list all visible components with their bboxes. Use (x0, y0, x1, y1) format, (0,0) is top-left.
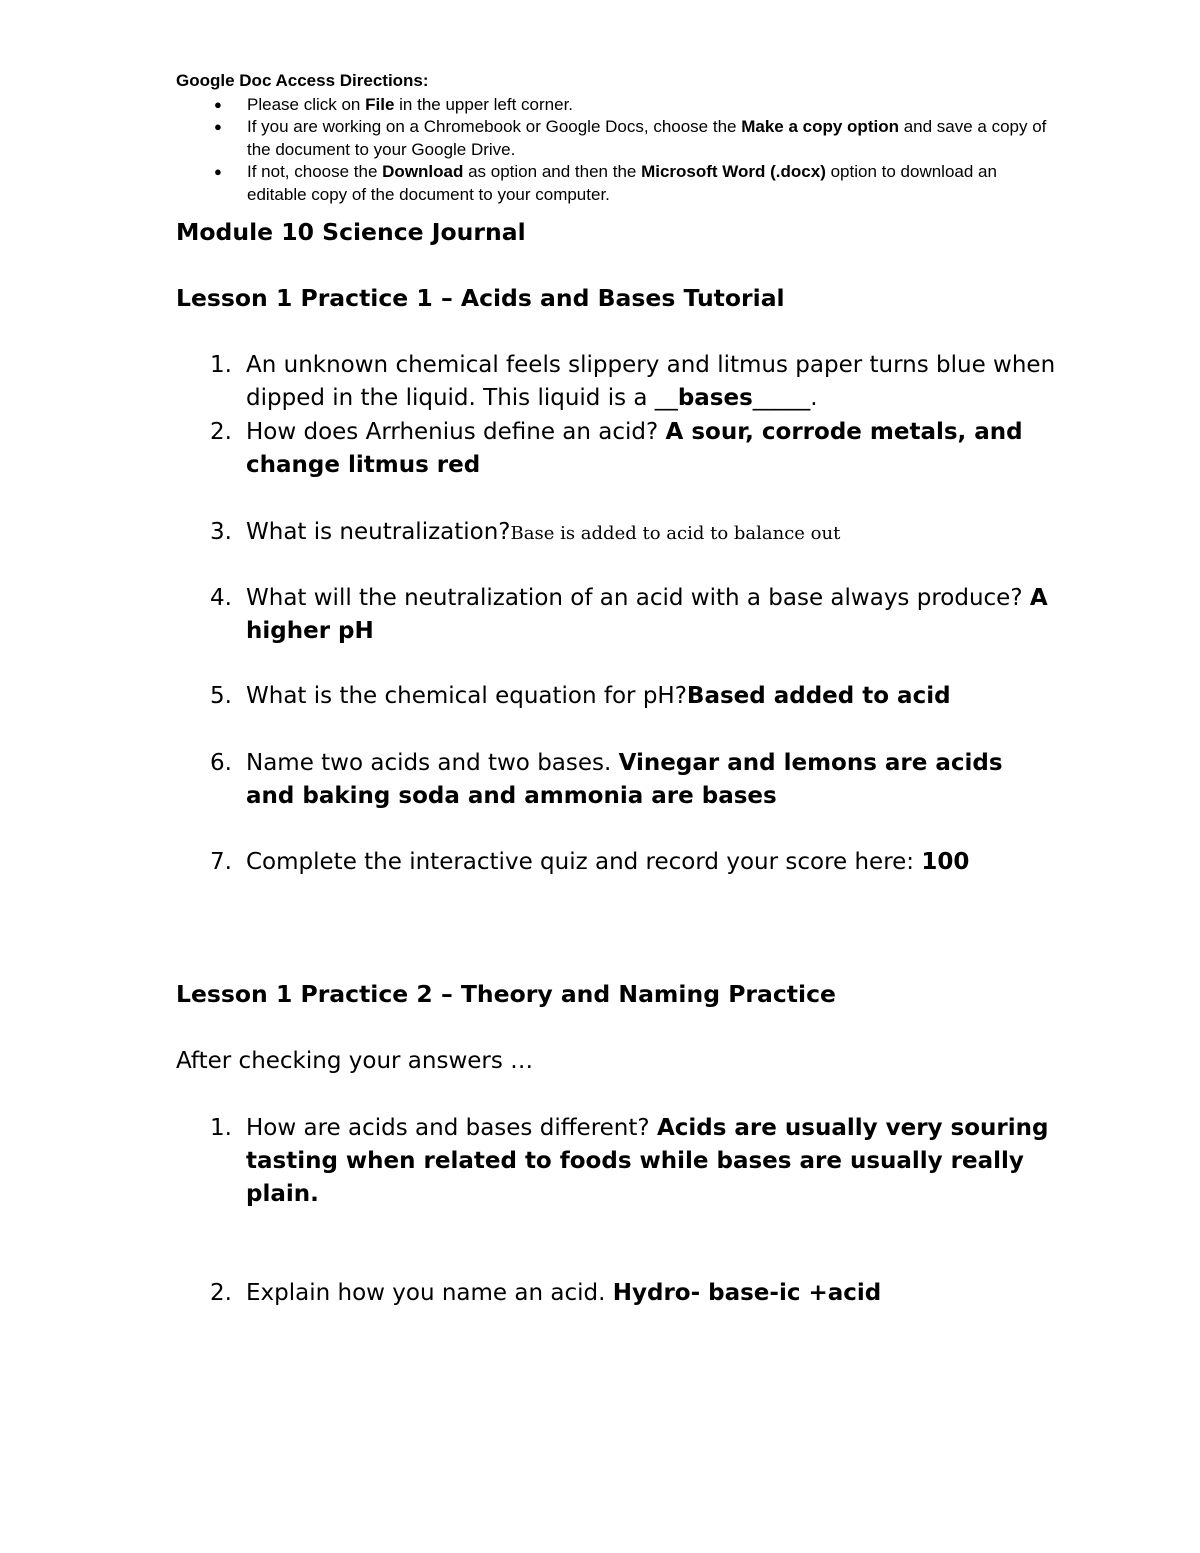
question-body (176, 1277, 1056, 1310)
directions-text: and save a copy of the document to your Google Drive. (247, 117, 1047, 159)
module-title: Module 10 Science Journal (176, 218, 526, 246)
answer-text: A sour, corrode metals, and change litmus red (246, 419, 1023, 478)
practice2-intro: After checking your answers … (176, 1048, 534, 1074)
question-item (176, 1277, 1056, 1310)
question-text: How are acids and bases different? (246, 1115, 657, 1141)
bullet-icon: ● (214, 119, 222, 134)
directions-text: Please click on (247, 94, 366, 114)
bullet-icon: ● (214, 96, 222, 112)
question-number: 6. (210, 750, 232, 776)
answer-text: A higher pH (246, 585, 1048, 644)
directions-item (176, 161, 1056, 206)
question-text: How does Arrhenius define an acid? (246, 419, 666, 445)
directions-text: as option and then the (463, 162, 642, 181)
answer-text: Acids are usually very souring tasting when related to foods while bases are usually really plain. (246, 1115, 1049, 1207)
question-body (176, 747, 1056, 813)
question-number: 2. (210, 419, 232, 445)
question-number: 5. (210, 683, 232, 709)
question-text: Complete the interactive quiz and record your score here: (246, 849, 922, 875)
question-text: What is the chemical equation for pH? (246, 683, 687, 709)
question-item (176, 416, 1056, 482)
answer-text: Base is added to acid to balance out (510, 523, 841, 544)
question-item (176, 1112, 1056, 1211)
answer-text: Based added to acid (686, 683, 951, 709)
question-body (176, 846, 1056, 879)
question-item (176, 349, 1056, 415)
directions-text: option to download an editable copy of the document to your computer. (247, 162, 997, 204)
question-body (176, 416, 1056, 482)
question-number: 4. (210, 585, 232, 611)
practice2-heading: Lesson 1 Practice 2 – Theory and Naming Practice (176, 980, 836, 1008)
answer-text: bases (677, 385, 753, 411)
question-body (176, 516, 1056, 550)
directions-text-bold: File (365, 94, 395, 114)
question-tail: _____. (752, 385, 818, 411)
directions-title: Google Doc Access Directions: (176, 71, 429, 90)
question-item (176, 747, 1056, 813)
bullet-icon: ● (214, 164, 222, 179)
directions-text-bold: Make a copy option (741, 117, 899, 136)
question-number: 7. (210, 849, 232, 875)
access-directions (176, 70, 1056, 206)
practice1-heading: Lesson 1 Practice 1 – Acids and Bases Tutorial (176, 284, 785, 312)
question-item (176, 846, 1056, 879)
question-body (176, 1112, 1056, 1211)
question-text: What will the neutralization of an acid with a base always produce? (246, 585, 1030, 611)
question-item (176, 680, 1056, 713)
question-text: Name two acids and two bases. (246, 750, 619, 776)
question-body (176, 349, 1056, 415)
directions-item (176, 116, 1056, 161)
question-number: 3. (210, 519, 232, 545)
question-text: An unknown chemical feels slippery and litmus paper turns blue when dipped in the liquid. This liquid is a __ (246, 352, 1056, 411)
question-item (176, 582, 1056, 648)
directions-item (176, 94, 1056, 117)
directions-text-bold: Download (382, 162, 464, 181)
question-text: Explain how you name an acid. (246, 1280, 613, 1306)
question-body (176, 680, 1056, 713)
question-number: 1. (210, 352, 232, 378)
question-text: What is neutralization? (246, 519, 511, 545)
answer-text: 100 (921, 849, 970, 875)
question-body (176, 582, 1056, 648)
answer-text: Vinegar and lemons are acids and baking soda and ammonia are bases (246, 750, 1003, 809)
answer-text: Hydro- base-ic +acid (612, 1280, 882, 1306)
question-item (176, 516, 1056, 550)
directions-list (176, 94, 1056, 207)
directions-text: in the upper left corner. (394, 94, 574, 114)
directions-text-bold: Microsoft Word (.docx) (641, 162, 826, 181)
question-number: 1. (210, 1115, 232, 1141)
directions-text: If you are working on a Chromebook or Google Docs, choose the (247, 117, 742, 136)
question-number: 2. (210, 1280, 232, 1306)
directions-text: If not, choose the (247, 162, 383, 181)
